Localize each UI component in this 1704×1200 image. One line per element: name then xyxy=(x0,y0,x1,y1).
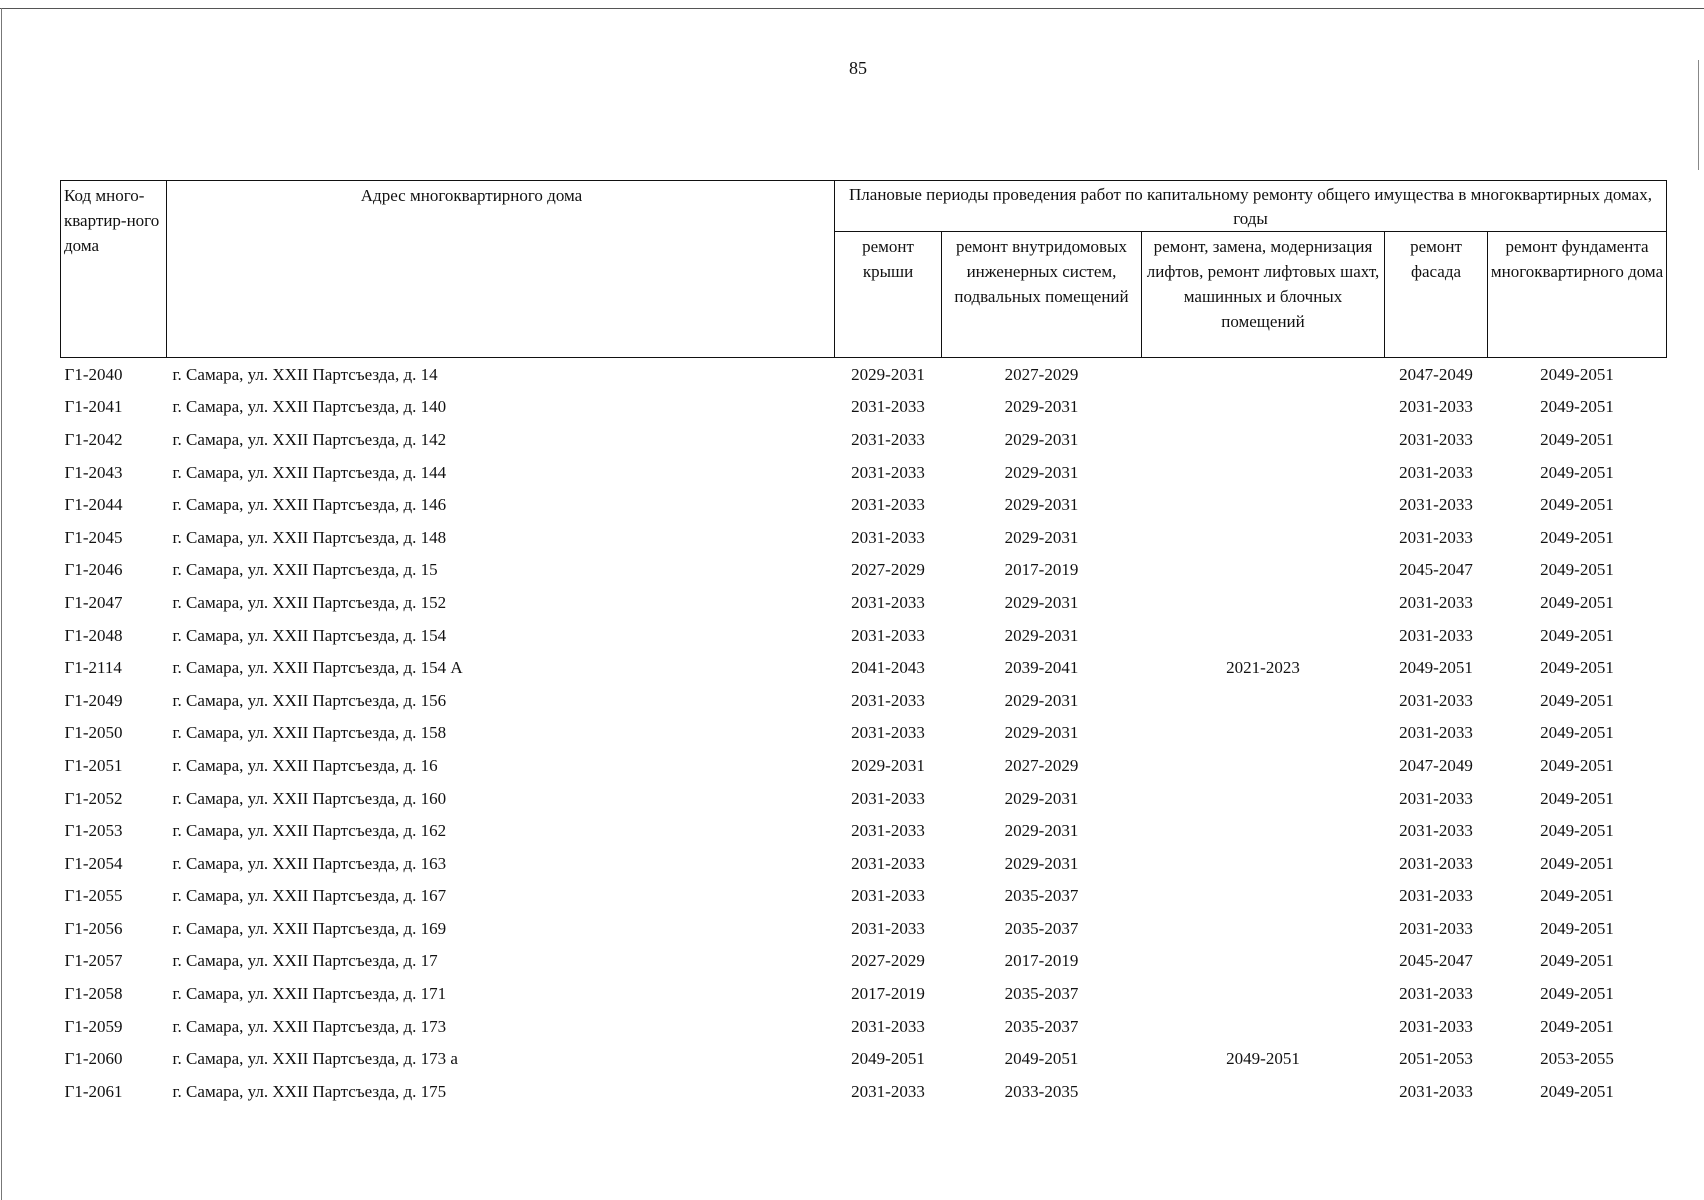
cell-engineering: 2029-2031 xyxy=(1004,592,1079,612)
cell-address: г. Самара, ул. XXII Партсъезда, д. 142 xyxy=(172,429,447,449)
cell-foundation: 2049-2051 xyxy=(1540,821,1614,841)
header-lifts: ремонт, замена, модернизация лифтов, ремонт лифтовых шахт, машинных и блочных помещений xyxy=(1142,232,1385,358)
cell-facade: 2031-2033 xyxy=(1399,984,1473,1004)
cell-lifts xyxy=(1142,912,1385,945)
cell-foundation: 2049-2051 xyxy=(1540,918,1614,938)
cell-engineering: 2039-2041 xyxy=(1004,658,1079,678)
cell-lifts xyxy=(1142,358,1385,391)
cell-engineering: 2033-2035 xyxy=(1004,1081,1079,1101)
cell-engineering: 2035-2037 xyxy=(1004,886,1079,906)
header-roof: ремонт крыши xyxy=(835,232,942,358)
cell-facade: 2047-2049 xyxy=(1399,364,1473,384)
cell-code: Г1-2050 xyxy=(64,723,123,743)
cell-lifts xyxy=(1142,391,1385,424)
cell-facade: 2031-2033 xyxy=(1399,1081,1473,1101)
cell-roof: 2031-2033 xyxy=(851,918,925,938)
cell-engineering: 2027-2029 xyxy=(1004,364,1079,384)
cell-lifts xyxy=(1142,586,1385,619)
table-row xyxy=(61,847,1667,880)
table-row xyxy=(61,880,1667,913)
cell-engineering: 2029-2031 xyxy=(1004,495,1079,515)
table-row xyxy=(61,554,1667,587)
cell-address: г. Самара, ул. XXII Партсъезда, д. 15 xyxy=(172,560,438,580)
cell-facade: 2031-2033 xyxy=(1399,690,1473,710)
cell-code: Г1-2040 xyxy=(64,364,123,384)
cell-engineering: 2029-2031 xyxy=(1004,397,1079,417)
cell-lifts xyxy=(1142,488,1385,521)
cell-foundation: 2053-2055 xyxy=(1540,1049,1614,1069)
cell-roof: 2031-2033 xyxy=(851,397,925,417)
cell-facade: 2031-2033 xyxy=(1399,592,1473,612)
table-row xyxy=(61,651,1667,684)
header-foundation: ремонт фундамента многоквартирного дома xyxy=(1488,232,1667,358)
table-row xyxy=(61,1042,1667,1075)
cell-roof: 2017-2019 xyxy=(851,984,925,1004)
cell-address: г. Самара, ул. XXII Партсъезда, д. 171 xyxy=(172,984,447,1004)
cell-foundation: 2049-2051 xyxy=(1540,527,1614,547)
cell-roof: 2027-2029 xyxy=(851,560,925,580)
table-row xyxy=(61,358,1667,391)
cell-lifts xyxy=(1142,814,1385,847)
cell-roof: 2029-2031 xyxy=(851,364,925,384)
cell-facade: 2031-2033 xyxy=(1399,625,1473,645)
scan-edge-left xyxy=(1,8,2,1200)
cell-lifts: 2021-2023 xyxy=(1226,658,1300,678)
cell-engineering: 2029-2031 xyxy=(1004,821,1079,841)
cell-lifts xyxy=(1142,619,1385,652)
cell-roof: 2031-2033 xyxy=(851,886,925,906)
header-address: Адрес многоквартирного дома xyxy=(167,181,835,358)
cell-address: г. Самара, ул. XXII Партсъезда, д. 144 xyxy=(172,462,447,482)
table-row xyxy=(61,945,1667,978)
cell-roof: 2031-2033 xyxy=(851,462,925,482)
cell-engineering: 2029-2031 xyxy=(1004,527,1079,547)
cell-roof: 2029-2031 xyxy=(851,755,925,775)
cell-address: г. Самара, ул. XXII Партсъезда, д. 167 xyxy=(172,886,447,906)
cell-code: Г1-2052 xyxy=(64,788,123,808)
cell-lifts xyxy=(1142,977,1385,1010)
cell-lifts xyxy=(1142,717,1385,750)
cell-foundation: 2049-2051 xyxy=(1540,625,1614,645)
cell-roof: 2031-2033 xyxy=(851,821,925,841)
cell-foundation: 2049-2051 xyxy=(1540,723,1614,743)
cell-address: г. Самара, ул. XXII Партсъезда, д. 163 xyxy=(172,853,447,873)
cell-facade: 2031-2033 xyxy=(1399,886,1473,906)
cell-code: Г1-2043 xyxy=(64,462,123,482)
cell-code: Г1-2056 xyxy=(64,918,123,938)
table-row xyxy=(61,456,1667,489)
cell-foundation: 2049-2051 xyxy=(1540,462,1614,482)
cell-foundation: 2049-2051 xyxy=(1540,886,1614,906)
cell-code: Г1-2051 xyxy=(64,755,123,775)
cell-address: г. Самара, ул. XXII Партсъезда, д. 175 xyxy=(172,1081,447,1101)
cell-foundation: 2049-2051 xyxy=(1540,788,1614,808)
cell-facade: 2031-2033 xyxy=(1399,723,1473,743)
scan-edge-top xyxy=(0,8,1704,9)
cell-code: Г1-2041 xyxy=(64,397,123,417)
cell-address: г. Самара, ул. XXII Партсъезда, д. 173 xyxy=(172,1016,447,1036)
header-code: Код много-квартир-ного дома xyxy=(61,181,167,358)
cell-facade: 2049-2051 xyxy=(1399,658,1473,678)
table-row xyxy=(61,1075,1667,1108)
table-body xyxy=(61,358,1667,1108)
cell-code: Г1-2054 xyxy=(64,853,123,873)
cell-lifts xyxy=(1142,1075,1385,1108)
cell-code: Г1-2060 xyxy=(64,1049,123,1069)
table-row xyxy=(61,488,1667,521)
cell-engineering: 2035-2037 xyxy=(1004,918,1079,938)
cell-roof: 2027-2029 xyxy=(851,951,925,971)
cell-lifts xyxy=(1142,521,1385,554)
table-row xyxy=(61,814,1667,847)
table-row xyxy=(61,619,1667,652)
cell-engineering: 2029-2031 xyxy=(1004,429,1079,449)
cell-code: Г1-2058 xyxy=(64,984,123,1004)
table-row xyxy=(61,423,1667,456)
cell-roof: 2031-2033 xyxy=(851,788,925,808)
cell-address: г. Самара, ул. XXII Партсъезда, д. 146 xyxy=(172,495,447,515)
cell-address: г. Самара, ул. XXII Партсъезда, д. 17 xyxy=(172,951,438,971)
cell-address: г. Самара, ул. XXII Партсъезда, д. 160 xyxy=(172,788,447,808)
table-row xyxy=(61,749,1667,782)
cell-code: Г1-2048 xyxy=(64,625,123,645)
cell-lifts xyxy=(1142,1010,1385,1043)
cell-roof: 2041-2043 xyxy=(851,658,925,678)
cell-facade: 2031-2033 xyxy=(1399,495,1473,515)
cell-roof: 2031-2033 xyxy=(851,1016,925,1036)
cell-roof: 2049-2051 xyxy=(851,1049,925,1069)
cell-code: Г1-2061 xyxy=(64,1081,123,1101)
cell-foundation: 2049-2051 xyxy=(1540,658,1614,678)
cell-engineering: 2029-2031 xyxy=(1004,788,1079,808)
header-engineering: ремонт внутридомовых инженерных систем, подвальных помещений xyxy=(942,232,1142,358)
cell-lifts xyxy=(1142,749,1385,782)
table-row xyxy=(61,1010,1667,1043)
cell-facade: 2045-2047 xyxy=(1399,951,1473,971)
cell-engineering: 2029-2031 xyxy=(1004,625,1079,645)
cell-code: Г1-2042 xyxy=(64,429,123,449)
cell-foundation: 2049-2051 xyxy=(1540,1081,1614,1101)
cell-roof: 2031-2033 xyxy=(851,1081,925,1101)
cell-foundation: 2049-2051 xyxy=(1540,495,1614,515)
cell-address: г. Самара, ул. XXII Партсъезда, д. 148 xyxy=(172,527,447,547)
cell-engineering: 2017-2019 xyxy=(1004,951,1079,971)
table-row xyxy=(61,391,1667,424)
header-planned-periods: Плановые периоды проведения работ по капитальному ремонту общего имущества в многоквартирных домах, годы xyxy=(835,181,1667,232)
cell-facade: 2031-2033 xyxy=(1399,429,1473,449)
cell-roof: 2031-2033 xyxy=(851,592,925,612)
cell-facade: 2031-2033 xyxy=(1399,788,1473,808)
table-row xyxy=(61,586,1667,619)
cell-lifts xyxy=(1142,945,1385,978)
header-facade: ремонт фасада xyxy=(1385,232,1488,358)
cell-address: г. Самара, ул. XXII Партсъезда, д. 154 xyxy=(172,625,447,645)
cell-facade: 2047-2049 xyxy=(1399,755,1473,775)
cell-address: г. Самара, ул. XXII Партсъезда, д. 154 А xyxy=(172,658,463,678)
cell-code: Г1-2059 xyxy=(64,1016,123,1036)
page-number: 85 xyxy=(849,58,867,78)
cell-facade: 2031-2033 xyxy=(1399,853,1473,873)
cell-foundation: 2049-2051 xyxy=(1540,853,1614,873)
cell-engineering: 2027-2029 xyxy=(1004,755,1079,775)
cell-engineering: 2029-2031 xyxy=(1004,462,1079,482)
cell-foundation: 2049-2051 xyxy=(1540,560,1614,580)
cell-code: Г1-2046 xyxy=(64,560,123,580)
cell-roof: 2031-2033 xyxy=(851,429,925,449)
cell-address: г. Самара, ул. XXII Партсъезда, д. 16 xyxy=(172,755,438,775)
cell-engineering: 2049-2051 xyxy=(1004,1049,1079,1069)
cell-code: Г1-2053 xyxy=(64,821,123,841)
cell-roof: 2031-2033 xyxy=(851,527,925,547)
cell-facade: 2045-2047 xyxy=(1399,560,1473,580)
cell-lifts xyxy=(1142,847,1385,880)
cell-address: г. Самара, ул. XXII Партсъезда, д. 158 xyxy=(172,723,447,743)
cell-roof: 2031-2033 xyxy=(851,690,925,710)
cell-foundation: 2049-2051 xyxy=(1540,592,1614,612)
cell-facade: 2031-2033 xyxy=(1399,821,1473,841)
cell-address: г. Самара, ул. XXII Партсъезда, д. 152 xyxy=(172,592,447,612)
cell-code: Г1-2057 xyxy=(64,951,123,971)
cell-facade: 2031-2033 xyxy=(1399,1016,1473,1036)
cell-address: г. Самара, ул. XXII Партсъезда, д. 169 xyxy=(172,918,447,938)
cell-address: г. Самара, ул. XXII Партсъезда, д. 173 а xyxy=(172,1049,458,1069)
cell-code: Г1-2049 xyxy=(64,690,123,710)
cell-roof: 2031-2033 xyxy=(851,723,925,743)
cell-engineering: 2029-2031 xyxy=(1004,690,1079,710)
cell-engineering: 2035-2037 xyxy=(1004,1016,1079,1036)
cell-foundation: 2049-2051 xyxy=(1540,755,1614,775)
cell-facade: 2051-2053 xyxy=(1399,1049,1473,1069)
cell-roof: 2031-2033 xyxy=(851,495,925,515)
cell-engineering: 2035-2037 xyxy=(1004,984,1079,1004)
cell-lifts xyxy=(1142,456,1385,489)
table-row xyxy=(61,684,1667,717)
cell-code: Г1-2047 xyxy=(64,592,123,612)
cell-code: Г1-2044 xyxy=(64,495,123,515)
cell-foundation: 2049-2051 xyxy=(1540,951,1614,971)
cell-foundation: 2049-2051 xyxy=(1540,397,1614,417)
repair-schedule-table xyxy=(60,180,1667,1108)
cell-lifts xyxy=(1142,684,1385,717)
cell-address: г. Самара, ул. XXII Партсъезда, д. 140 xyxy=(172,397,447,417)
cell-foundation: 2049-2051 xyxy=(1540,1016,1614,1036)
cell-foundation: 2049-2051 xyxy=(1540,690,1614,710)
cell-address: г. Самара, ул. XXII Партсъезда, д. 162 xyxy=(172,821,447,841)
cell-lifts xyxy=(1142,880,1385,913)
cell-facade: 2031-2033 xyxy=(1399,397,1473,417)
cell-engineering: 2017-2019 xyxy=(1004,560,1079,580)
cell-foundation: 2049-2051 xyxy=(1540,429,1614,449)
table-row xyxy=(61,717,1667,750)
cell-lifts xyxy=(1142,423,1385,456)
cell-facade: 2031-2033 xyxy=(1399,462,1473,482)
cell-code: Г1-2114 xyxy=(64,658,122,678)
table-row xyxy=(61,977,1667,1010)
table-row xyxy=(61,521,1667,554)
cell-lifts: 2049-2051 xyxy=(1226,1049,1300,1069)
cell-address: г. Самара, ул. XXII Партсъезда, д. 14 xyxy=(172,364,438,384)
cell-address: г. Самара, ул. XXII Партсъезда, д. 156 xyxy=(172,690,447,710)
cell-facade: 2031-2033 xyxy=(1399,918,1473,938)
cell-facade: 2031-2033 xyxy=(1399,527,1473,547)
cell-code: Г1-2045 xyxy=(64,527,123,547)
cell-lifts xyxy=(1142,554,1385,587)
table-row xyxy=(61,782,1667,815)
cell-code: Г1-2055 xyxy=(64,886,123,906)
cell-foundation: 2049-2051 xyxy=(1540,984,1614,1004)
table-row xyxy=(61,912,1667,945)
cell-engineering: 2029-2031 xyxy=(1004,853,1079,873)
cell-roof: 2031-2033 xyxy=(851,625,925,645)
cell-foundation: 2049-2051 xyxy=(1540,364,1614,384)
cell-engineering: 2029-2031 xyxy=(1004,723,1079,743)
cell-roof: 2031-2033 xyxy=(851,853,925,873)
cell-lifts xyxy=(1142,782,1385,815)
